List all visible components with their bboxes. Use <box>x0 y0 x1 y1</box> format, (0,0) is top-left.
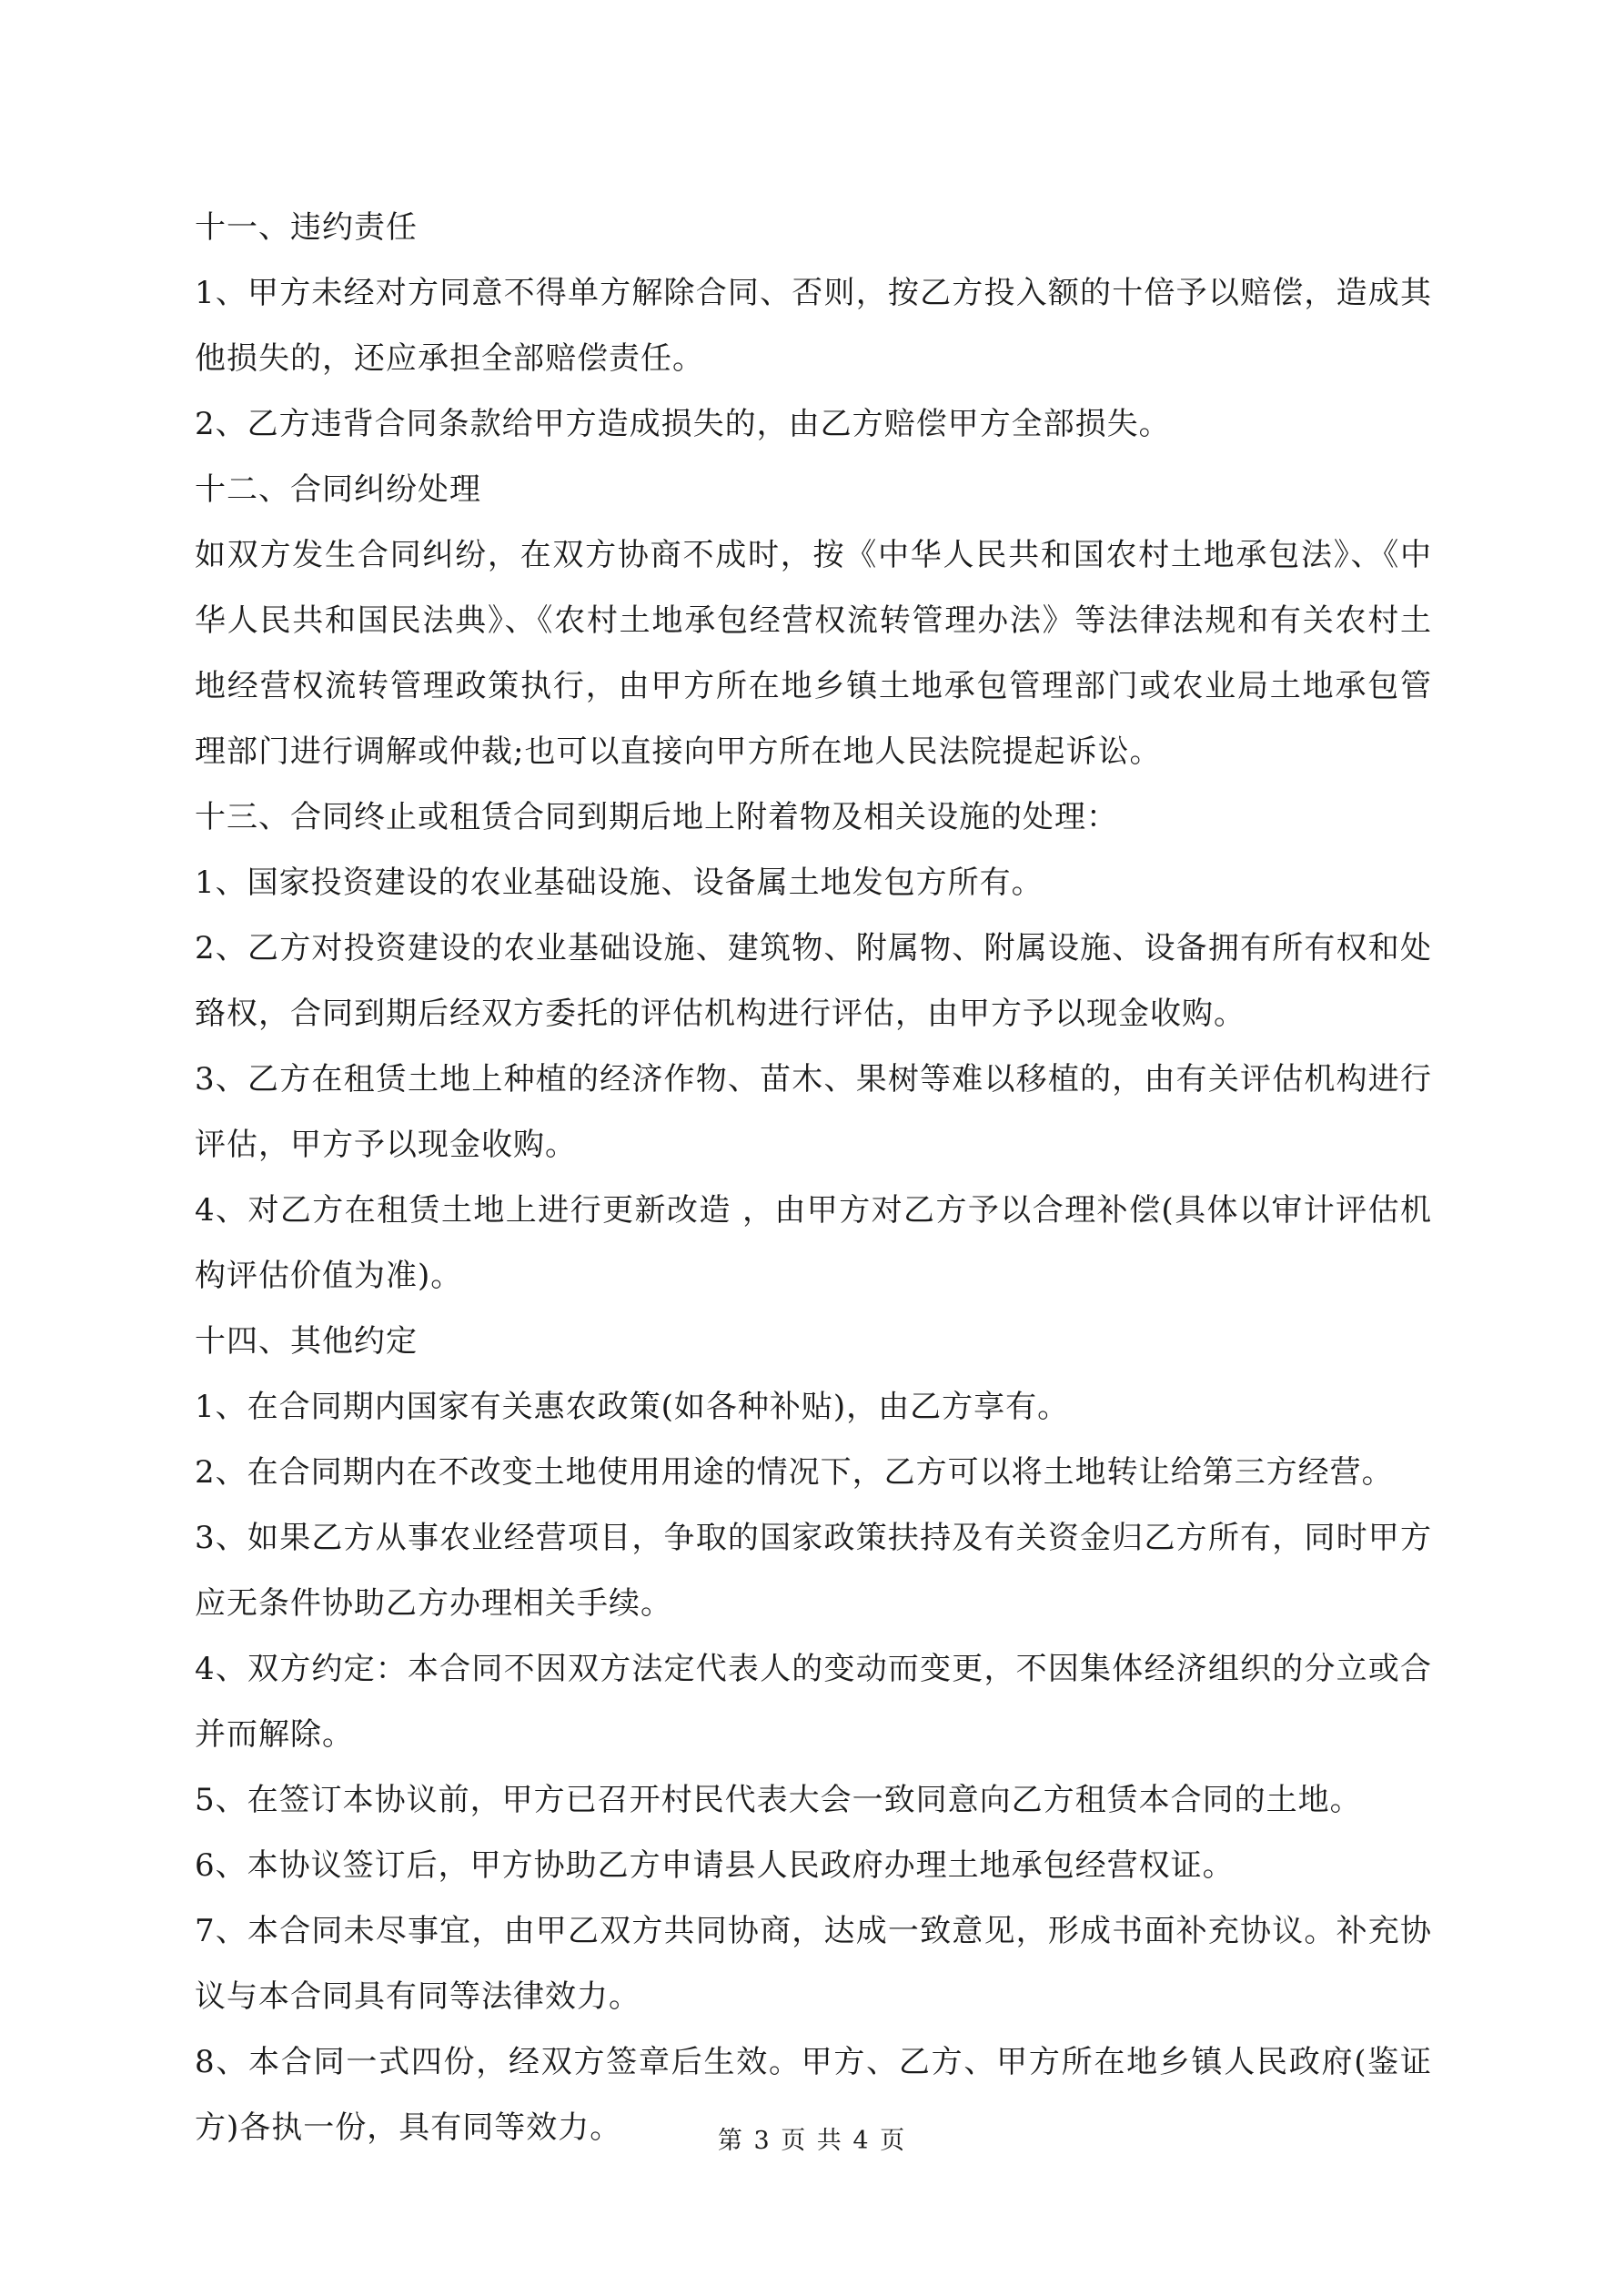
clause-14-7: 7、本合同未尽事宜，由甲乙双方共同协商，达成一致意见，形成书面补充协议。补充协议与本合同具有同等法律效力。 <box>195 1913 1432 2015</box>
section-heading-12: 十二、合同纠纷处理 <box>195 471 481 508</box>
clause-14-6: 6、本协议签订后，甲方协助乙方申请县人民政府办理土地承包经营权证。 <box>195 1847 1235 1884</box>
section-heading-11: 十一、违约责任 <box>195 209 418 246</box>
section-heading-13: 十三、合同终止或租赁合同到期后地上附着物及相关设施的处理： <box>195 799 1118 835</box>
clause-14-2: 2、在合同期内在不改变土地使用用途的情况下，乙方可以将土地转让给第三方经营。 <box>195 1454 1394 1491</box>
clause-11-1: 1、甲方未经对方同意不得单方解除合同、否则，按乙方投入额的十倍予以赔偿，造成其他损失的，还应承担全部赔偿责任。 <box>195 275 1432 377</box>
clause-14-5: 5、在签订本协议前，甲方已召开村民代表大会一致同意向乙方租赁本合同的土地。 <box>195 1782 1362 1818</box>
clause-13-1: 1、国家投资建设的农业基础设施、设备属土地发包方所有。 <box>195 865 1044 901</box>
document-body <box>195 195 1432 2160</box>
section-heading-14: 十四、其他约定 <box>195 1323 418 1360</box>
clause-14-3: 3、如果乙方从事农业经营项目，争取的国家政策扶持及有关资金归乙方所有，同时甲方应无条件协助乙方办理相关手续。 <box>195 1520 1432 1622</box>
clause-14-4: 4、双方约定：本合同不因双方法定代表人的变动而变更，不因集体经济组织的分立或合并而解除。 <box>195 1651 1432 1753</box>
clause-14-8: 8、本合同一式四份，经双方签章后生效。甲方、乙方、甲方所在地乡镇人民政府(鉴证方)各执一份，具有同等效力。 <box>195 2044 1432 2146</box>
clause-14-1: 1、在合同期内国家有关惠农政策(如各种补贴)，由乙方享有。 <box>195 1389 1070 1425</box>
clause-13-2: 2、乙方对投资建设的农业基础设施、建筑物、附属物、附属设施、设备拥有所有权和处臵权，合同到期后经双方委托的评估机构进行评估，由甲方予以现金收购。 <box>195 930 1432 1032</box>
clause-12-body: 如双方发生合同纠纷，在双方协商不成时，按《中华人民共和国农村土地承包法》、《中华人民共和国民法典》、《农村土地承包经营权流转管理办法》等法律法规和有关农村土地经营权流转管理政策执行，由甲方所在地乡镇土地承包管理部门或农业局土地承包管理部门进行调解或仲裁;也可以直接向甲方所在地人民法院提起诉讼。 <box>195 537 1432 770</box>
clause-13-4: 4、对乙方在租赁土地上进行更新改造 ，由甲方对乙方予以合理补偿(具体以审计评估机构评估价值为准)。 <box>195 1192 1432 1294</box>
clause-13-3: 3、乙方在租赁土地上种植的经济作物、苗木、果树等难以移植的，由有关评估机构进行评估，甲方予以现金收购。 <box>195 1061 1432 1163</box>
page-number-footer: 第 3 页 共 4 页 <box>717 2127 907 2155</box>
clause-11-2: 2、乙方违背合同条款给甲方造成损失的，由乙方赔偿甲方全部损失。 <box>195 406 1171 442</box>
